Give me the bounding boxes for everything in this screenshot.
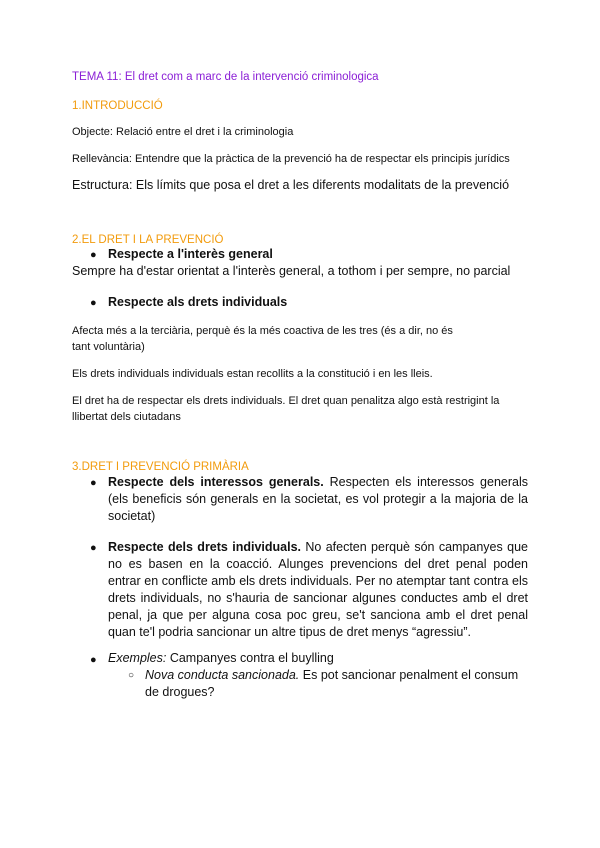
section-1-heading: 1.INTRODUCCIÓ xyxy=(72,100,163,112)
s2-bullet-interes-general: Respecte a l'interès general xyxy=(108,247,273,261)
section-3-heading: 3.DRET I PREVENCIÓ PRIMÀRIA xyxy=(72,461,249,473)
s2-paragraph-terciaria: Afecta més a la terciària, perquè és la més coactiva de les tres (és a dir, no és tant voluntària) xyxy=(72,325,453,353)
rellevancia-line: Rellevància: Entendre que la pràctica de la prevenció ha de respectar els principis jurídics xyxy=(72,153,510,165)
objecte-line: Objecte: Relació entre el dret i la criminologia xyxy=(72,126,294,138)
s3-drets-individuals-text: No afecten perquè són campanyes que no es basen en la coacció. Alunges prevencions del dret penal poden entrar en conflicte amb els drets individuals. Per no atemptar tant contra els drets individuals, no s'hauria de sancionar algunes conductes amb el dret penal, ja que per alguna cosa poc greu, se't sanciona amb el dret penal quan te'l podria sancionar un altre tipus de dret menys “agressiu”. xyxy=(108,540,528,639)
s2-paragraph-llibertat: El dret ha de respectar els drets individuals. El dret quan penalitza algo està restrigint la llibertat dels ciutadans xyxy=(72,395,500,423)
exemples-label: Exemples: xyxy=(108,651,167,665)
bullet-icon: ● xyxy=(90,654,97,666)
s2-bullet-drets-individuals: Respecte als drets individuals xyxy=(108,295,288,309)
s3-bullet-interessos-generals xyxy=(108,474,528,525)
bullet-icon: ● xyxy=(90,477,97,489)
s3-sub-item-conducta xyxy=(145,667,530,701)
s3-exemples xyxy=(108,651,334,665)
estructura-line: Estructura: Els límits que posa el dret a les diferents modalitats de la prevenció xyxy=(72,178,510,192)
section-2-heading: 2.EL DRET I LA PREVENCIÓ xyxy=(72,234,224,246)
sub-bullet-icon: ○ xyxy=(128,670,135,681)
conducta-text: Es pot sancionar penalment el consum de drogues? xyxy=(145,668,519,699)
s2-paragraph-constitucio: Els drets individuals individuals estan recollits a la constitució i en les lleis. xyxy=(72,368,433,380)
document-title: TEMA 11: El dret com a marc de la intervenció criminologica xyxy=(72,71,379,83)
conducta-label: Nova conducta sancionada. xyxy=(145,668,300,682)
bullet-icon: ● xyxy=(90,542,97,554)
s3-interessos-generals-label: Respecte dels interessos generals. xyxy=(108,475,324,489)
s3-bullet-drets-individuals xyxy=(108,539,528,641)
bullet-icon: ● xyxy=(90,297,97,309)
s3-drets-individuals-label: Respecte dels drets individuals. xyxy=(108,540,301,554)
s2-interes-general-text: Sempre ha d'estar orientat a l'interès general, a tothom i per sempre, no parcial xyxy=(72,264,511,278)
exemples-text: Campanyes contra el buylling xyxy=(166,651,334,665)
bullet-icon: ● xyxy=(90,249,97,261)
s3-interessos-generals-text: Respecten els interessos generals (els beneficis són generals en la societat, es vol protegir a la majoria de la societat) xyxy=(108,475,528,523)
